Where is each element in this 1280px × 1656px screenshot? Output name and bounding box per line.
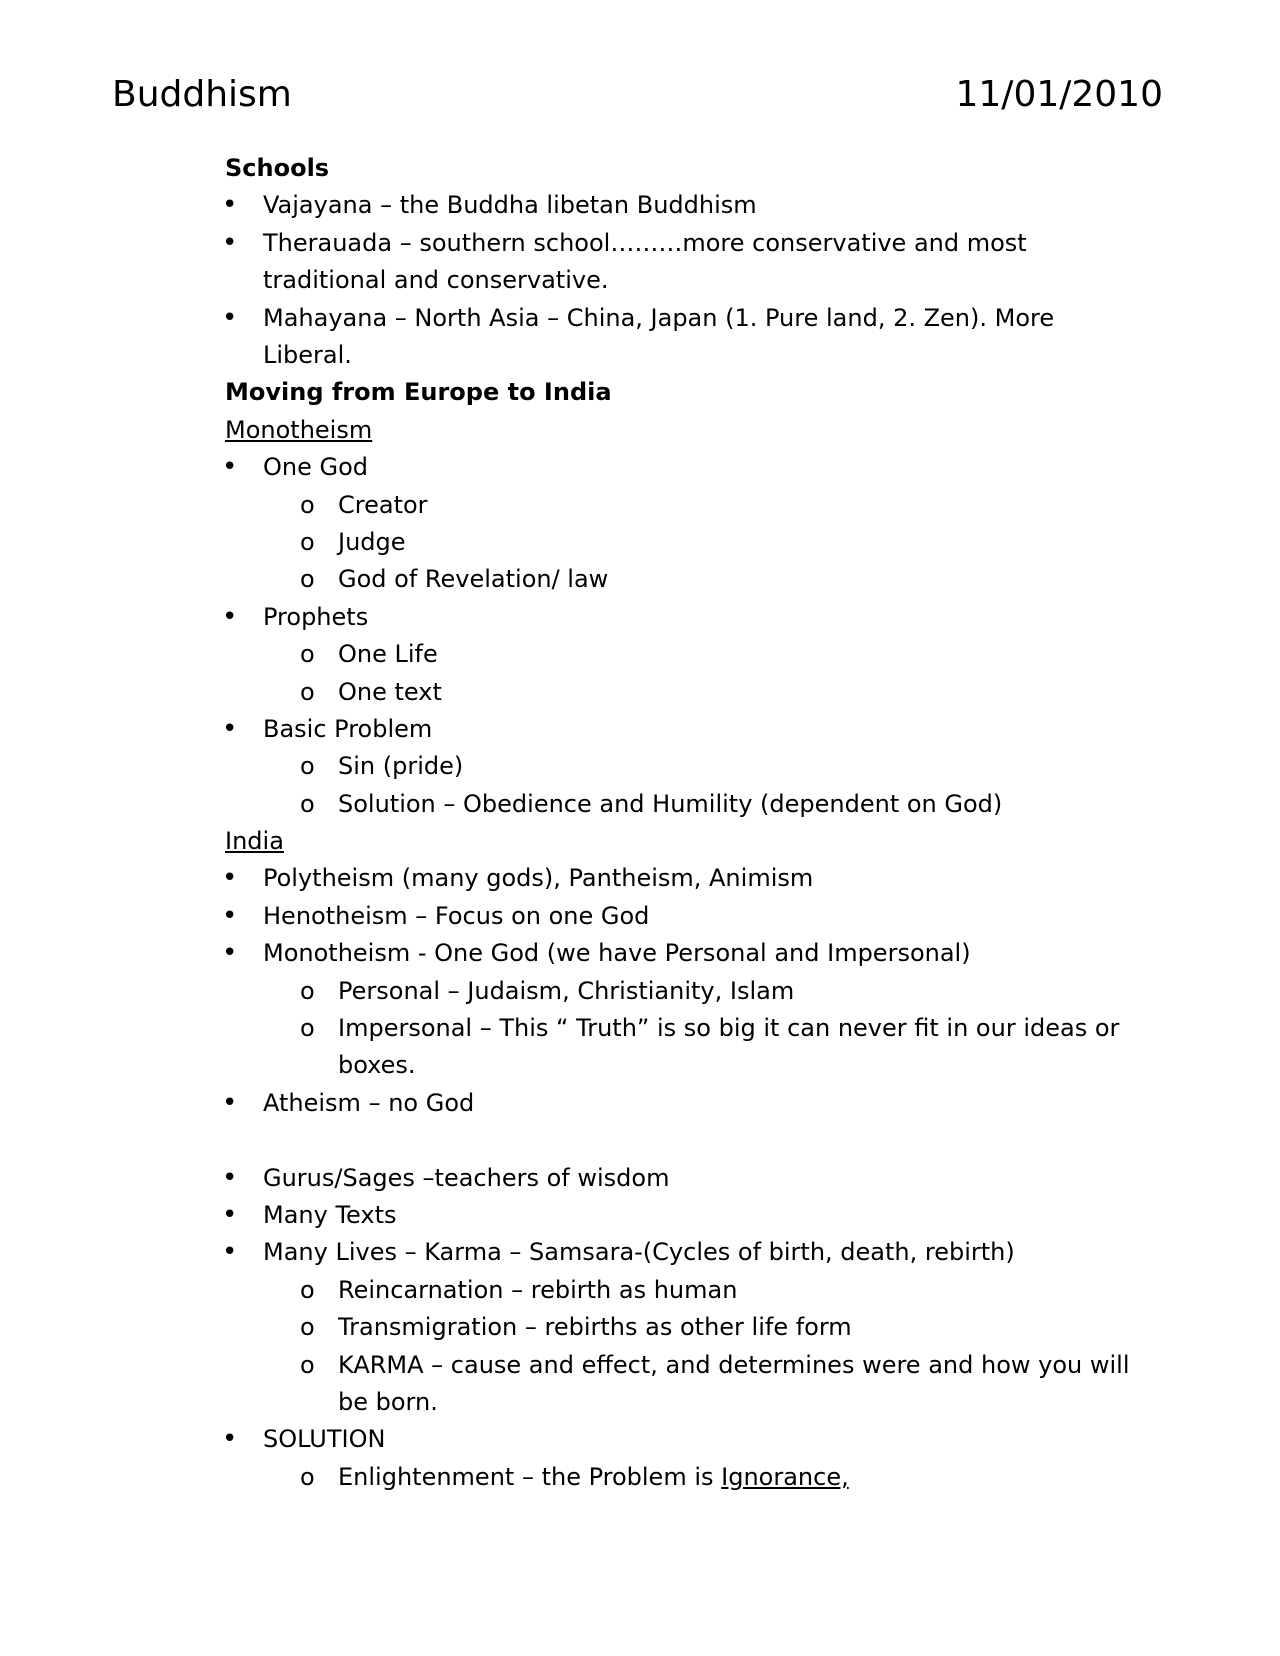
sub-list-item-text: God of Revelation/ law (338, 565, 609, 594)
list-item-text: Henotheism – Focus on one God (263, 901, 650, 930)
list-item (0, 225, 1280, 300)
bullet-icon: • (222, 1162, 238, 1193)
section-monotheism (0, 412, 1280, 449)
document-title: Buddhism (112, 74, 292, 115)
list-item-text: Many Lives – Karma – Samsara-(Cycles of birth, death, rebirth) (263, 1238, 1015, 1267)
list-item (0, 1421, 1280, 1458)
section-moving (0, 374, 1280, 411)
bullet-icon: • (222, 1237, 238, 1268)
sub-list-item-text: Reincarnation – rebirth as human (338, 1275, 738, 1304)
document-date: 11/01/2010 (955, 74, 1163, 115)
bullet-icon: • (222, 713, 238, 744)
bullet-icon: • (222, 900, 238, 931)
sub-list-item (0, 1459, 1280, 1496)
bullet-icon: • (222, 1200, 238, 1231)
bullet-icon: • (222, 601, 238, 632)
sub-list-item-text: KARMA – cause and effect, and determines were and how you will be born. (338, 1350, 1130, 1416)
sub-list-item-text: Creator (338, 490, 428, 519)
sub-list-item (0, 1272, 1280, 1309)
list-item-text: Polytheism (many gods), Pantheism, Animism (263, 864, 814, 893)
bullet-icon: • (222, 190, 238, 221)
notes-content (0, 150, 1280, 1496)
solution-prefix-text: Enlightenment – the Problem is (338, 1462, 722, 1491)
section-heading: Monotheism (225, 415, 373, 444)
list-item-text: Many Texts (263, 1201, 397, 1230)
bullet-icon: • (222, 452, 238, 483)
list-item (0, 1234, 1280, 1271)
list-item (0, 898, 1280, 935)
sub-list-item (0, 786, 1280, 823)
bullet-icon: • (222, 938, 238, 969)
sub-bullet-icon: o (300, 1350, 315, 1379)
list-item (0, 1197, 1280, 1234)
list-item-text: Mahayana – North Asia – China, Japan (1. Pure land, 2. Zen). More Liberal. (263, 303, 1055, 369)
sub-list-item (0, 674, 1280, 711)
list-item (0, 1085, 1280, 1122)
list-item (0, 599, 1280, 636)
sub-list-item (0, 1309, 1280, 1346)
ignorance-text: Ignorance, (721, 1462, 849, 1491)
list-item (0, 935, 1280, 972)
list-item-text: One God (263, 453, 369, 482)
sub-bullet-icon: o (300, 1014, 315, 1043)
sub-list-item-text: Transmigration – rebirths as other life form (338, 1313, 852, 1342)
list-item-text: Prophets (263, 602, 369, 631)
sub-bullet-icon: o (300, 1275, 315, 1304)
list-item-text: Therauada – southern school………more conservative and most traditional and conservative. (263, 228, 1027, 295)
sub-list-item (0, 1010, 1280, 1085)
sub-list-item-text: Solution – Obedience and Humility (dependent on God) (338, 789, 1003, 818)
sub-list-item (0, 524, 1280, 561)
list-item-text: Gurus/Sages –teachers of wisdom (263, 1163, 670, 1192)
sub-bullet-icon: o (300, 490, 315, 519)
section-heading: India (225, 827, 284, 856)
sub-list-item (0, 636, 1280, 673)
sub-list-item-text (338, 1459, 1130, 1496)
section-unnamed (0, 1122, 1280, 1159)
sub-bullet-icon: o (300, 1313, 315, 1342)
list-item (0, 300, 1280, 375)
list-item-text: Basic Problem (263, 714, 433, 743)
list-item-text: SOLUTION (263, 1425, 386, 1454)
list-item-text: Vajayana – the Buddha libetan Buddhism (263, 191, 757, 220)
list-item-text: Monotheism - One God (we have Personal and Impersonal) (263, 939, 971, 968)
sub-bullet-icon: o (300, 1462, 315, 1491)
bullet-icon: • (222, 863, 238, 894)
sub-list-item-text: One text (338, 677, 442, 706)
sub-list-item (0, 561, 1280, 598)
sub-bullet-icon: o (300, 527, 315, 556)
sub-bullet-icon: o (300, 752, 315, 781)
list-item-text: Atheism – no God (263, 1088, 475, 1117)
sub-bullet-icon: o (300, 565, 315, 594)
sub-bullet-icon: o (300, 789, 315, 818)
sub-list-item (0, 487, 1280, 524)
bullet-icon: • (222, 302, 238, 333)
sub-bullet-icon: o (300, 640, 315, 669)
sub-list-item-text: Sin (pride) (338, 752, 464, 781)
list-item (0, 711, 1280, 748)
sub-list-item-text: Impersonal – This “ Truth” is so big it can never fit in our ideas or boxes. (338, 1014, 1120, 1080)
sub-list-item (0, 1347, 1280, 1422)
sub-list-item (0, 748, 1280, 785)
bullet-icon: • (222, 1424, 238, 1455)
sub-list-item-text: Personal – Judaism, Christianity, Islam (338, 976, 795, 1005)
section-heading: Schools (225, 154, 330, 182)
bullet-icon: • (222, 227, 238, 258)
list-item (0, 1160, 1280, 1197)
bullet-icon: • (222, 1087, 238, 1118)
sub-list-item (0, 973, 1280, 1010)
section-schools (0, 150, 1280, 187)
list-item (0, 860, 1280, 897)
section-india (0, 823, 1280, 860)
sub-bullet-icon: o (300, 976, 315, 1005)
sub-list-item-text: One Life (338, 640, 438, 669)
sub-list-item-text: Judge (338, 527, 406, 556)
list-item (0, 449, 1280, 486)
sub-bullet-icon: o (300, 677, 315, 706)
section-heading: Moving from Europe to India (225, 378, 612, 407)
list-item (0, 187, 1280, 224)
